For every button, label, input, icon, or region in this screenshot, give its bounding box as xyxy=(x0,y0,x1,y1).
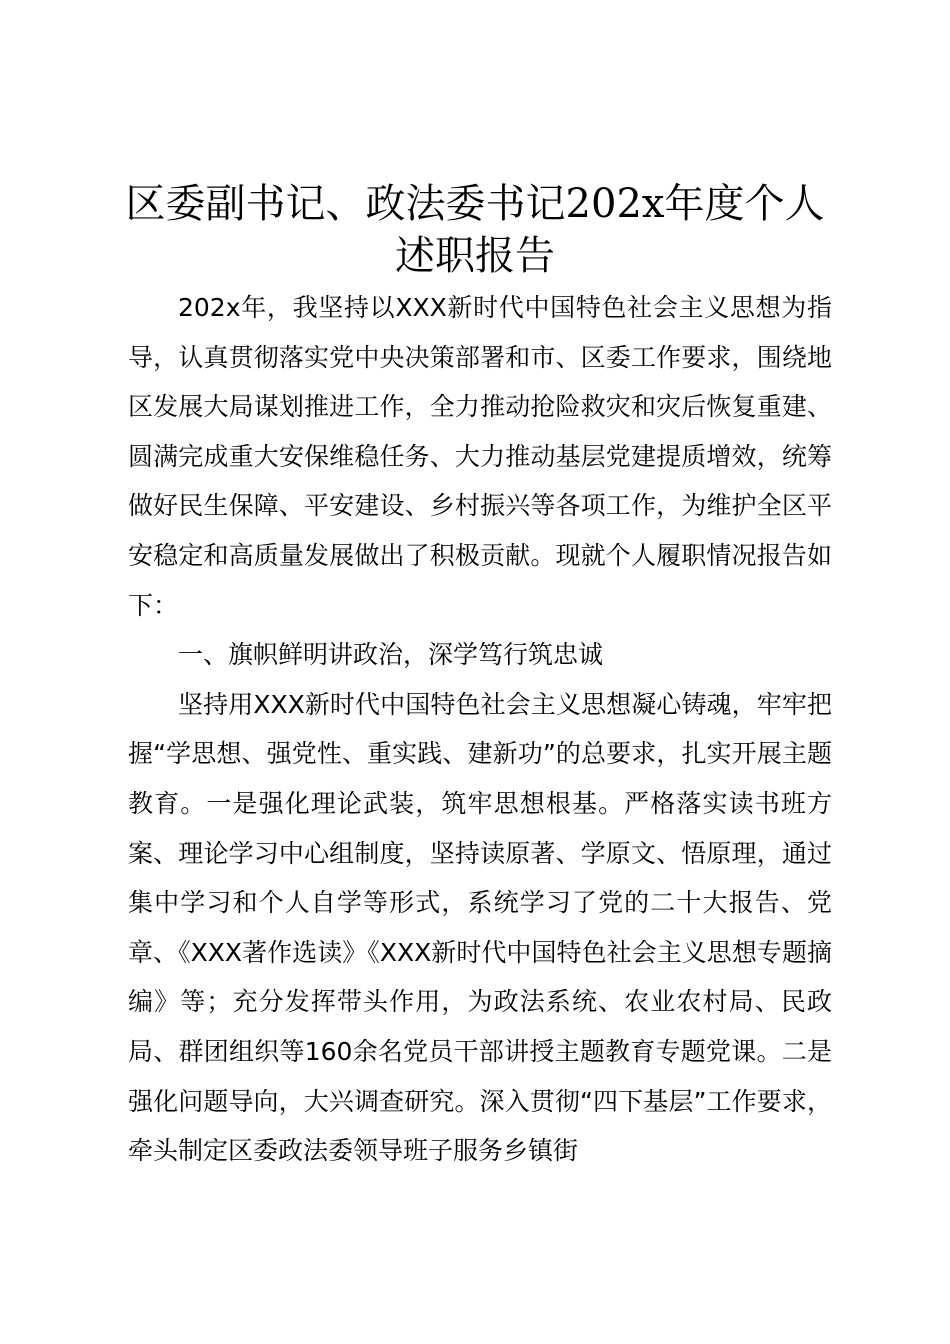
document-title: 区委副书记、政法委书记202x年度个人述职报告 xyxy=(125,181,825,279)
intro-paragraph: 202x年，我坚持以XXX新时代中国特色社会主义思想为指导，认真贯彻落实党中央决策部署和市、区委工作要求，围绕地区发展大局谋划推进工作，全力推动抢险救灾和灾后恢复重建、圆满完成重大安保维稳任务、大力推动基层党建提质增效，统筹做好民生保障、平安建设、乡村振兴等各项工作，为维护全区平安稳定和高质量发展做出了积极贡献。现就个人履职情况报告如下： xyxy=(128,293,832,620)
section-heading: 一、旗帜鲜明讲政治，深学笃行筑忠诚 xyxy=(178,640,604,670)
document-body xyxy=(128,283,832,1176)
body-paragraph: 坚持用XXX新时代中国特色社会主义思想凝心铸魂，牢牢把握“学思想、强党性、重实践、建新功”的总要求，扎实开展主题教育。一是强化理论武装，筑牢思想根基。严格落实读书班方案、理论学习中心组制度，坚持读原著、学原文、悟原理，通过集中学习和个人自学等形式，系统学习了党的二十大报告、党章、《XXX著作选读》《XXX新时代中国特色社会主义思想专题摘编》等；充分发挥带头作用，为政法系统、农业农村局、民政局、群团组织等160余名党员干部讲授主题教育专题党课。二是强化问题导向，大兴调查研究。深入贯彻“四下基层”工作要求，牵头制定区委政法委领导班子服务乡镇街 xyxy=(128,689,832,1166)
